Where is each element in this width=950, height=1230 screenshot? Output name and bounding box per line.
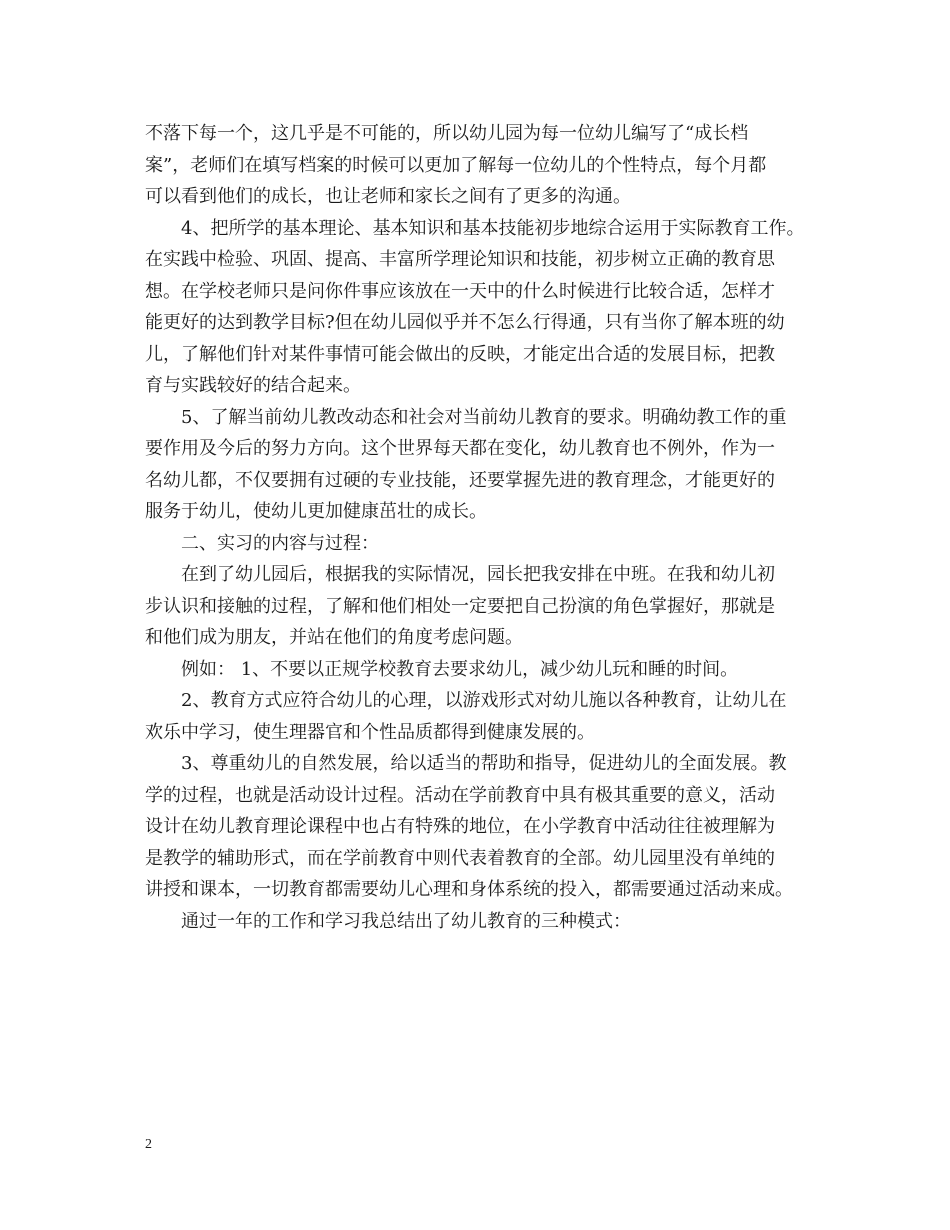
text-line: 欢乐中学习，使生理器官和个性品质都得到健康发展的。 [145, 721, 595, 743]
text-line: 设计在幼儿教育理论课程中也占有特殊的地位，在小学教育中活动往往被理解为 [145, 816, 775, 837]
text-line: 3、尊重幼儿的自然发展，给以适当的帮助和指导，促进幼儿的全面发展。教 [181, 753, 787, 774]
text-line: 是教学的辅助形式，而在学前教育中则代表着教育的全部。幼儿园里没有单纯的 [145, 847, 775, 869]
text-line: 学的过程，也就是活动设计过程。活动在学前教育中具有极其重要的意义，活动 [145, 784, 775, 806]
text-line: 服务于幼儿，使幼儿更加健康茁壮的成长。 [145, 501, 487, 522]
text-line: 4、把所学的基本理论、基本知识和基本技能初步地综合运用于实际教育工作。 [181, 217, 805, 239]
text-line: 讲授和课本，一切教育都需要幼儿心理和身体系统的投入，都需要通过活动来成。 [145, 879, 793, 900]
text-line: 名幼儿都，不仅要拥有过硬的专业技能，还要掌握先进的教育理念，才能更好的 [145, 469, 775, 491]
text-line: 儿，了解他们针对某件事情可能会做出的反映，才能定出合适的发展目标，把教 [145, 343, 775, 365]
text-line: 5、了解当前幼儿教改动态和社会对当前幼儿教育的要求。明确幼教工作的重 [181, 406, 787, 428]
text-line: 能更好的达到教学目标?但在幼儿园似乎并不怎么行得通，只有当你了解本班的幼 [145, 312, 785, 333]
text-line: 二、实习的内容与过程： [181, 532, 379, 554]
text-line: 步认识和接触的过程，了解和他们相处一定要把自己扮演的角色掌握好，那就是 [145, 595, 775, 617]
text-line: 要作用及今后的努力方向。这个世界每天都在变化，幼儿教育也不例外，作为一 [145, 438, 775, 459]
text-line: 例如： 1、不要以正规学校教育去要求幼儿，减少幼儿玩和睡的时间。 [181, 658, 739, 680]
text-line: 不落下每一个，这几乎是不可能的，所以幼儿园为每一位幼儿编写了“成长档 [145, 123, 749, 144]
page-number: 2 [145, 1137, 152, 1152]
text-line: 育与实践较好的结合起来。 [145, 375, 361, 396]
text-line: 通过一年的工作和学习我总结出了幼儿教育的三种模式： [181, 910, 631, 932]
text-line: 在实践中检验、巩固、提高、丰富所学理论知识和技能，初步树立正确的教育思 [145, 249, 775, 270]
text-line: 2、教育方式应符合幼儿的心理，以游戏形式对幼儿施以各种教育，让幼儿在 [181, 690, 787, 711]
text-line: 可以看到他们的成长，也让老师和家长之间有了更多的沟通。 [145, 186, 631, 207]
body-text [145, 118, 825, 937]
text-line: 在到了幼儿园后，根据我的实际情况，园长把我安排在中班。在我和幼儿初 [181, 564, 775, 585]
text-line: 案”，老师们在填写档案的时候可以更加了解每一位幼儿的个性特点，每个月都 [145, 154, 767, 176]
text-line: 和他们成为朋友，并站在他们的角度考虑问题。 [145, 627, 523, 648]
text-line: 想。在学校老师只是问你件事应该放在一天中的什么时候进行比较合适，怎样才 [145, 280, 775, 302]
